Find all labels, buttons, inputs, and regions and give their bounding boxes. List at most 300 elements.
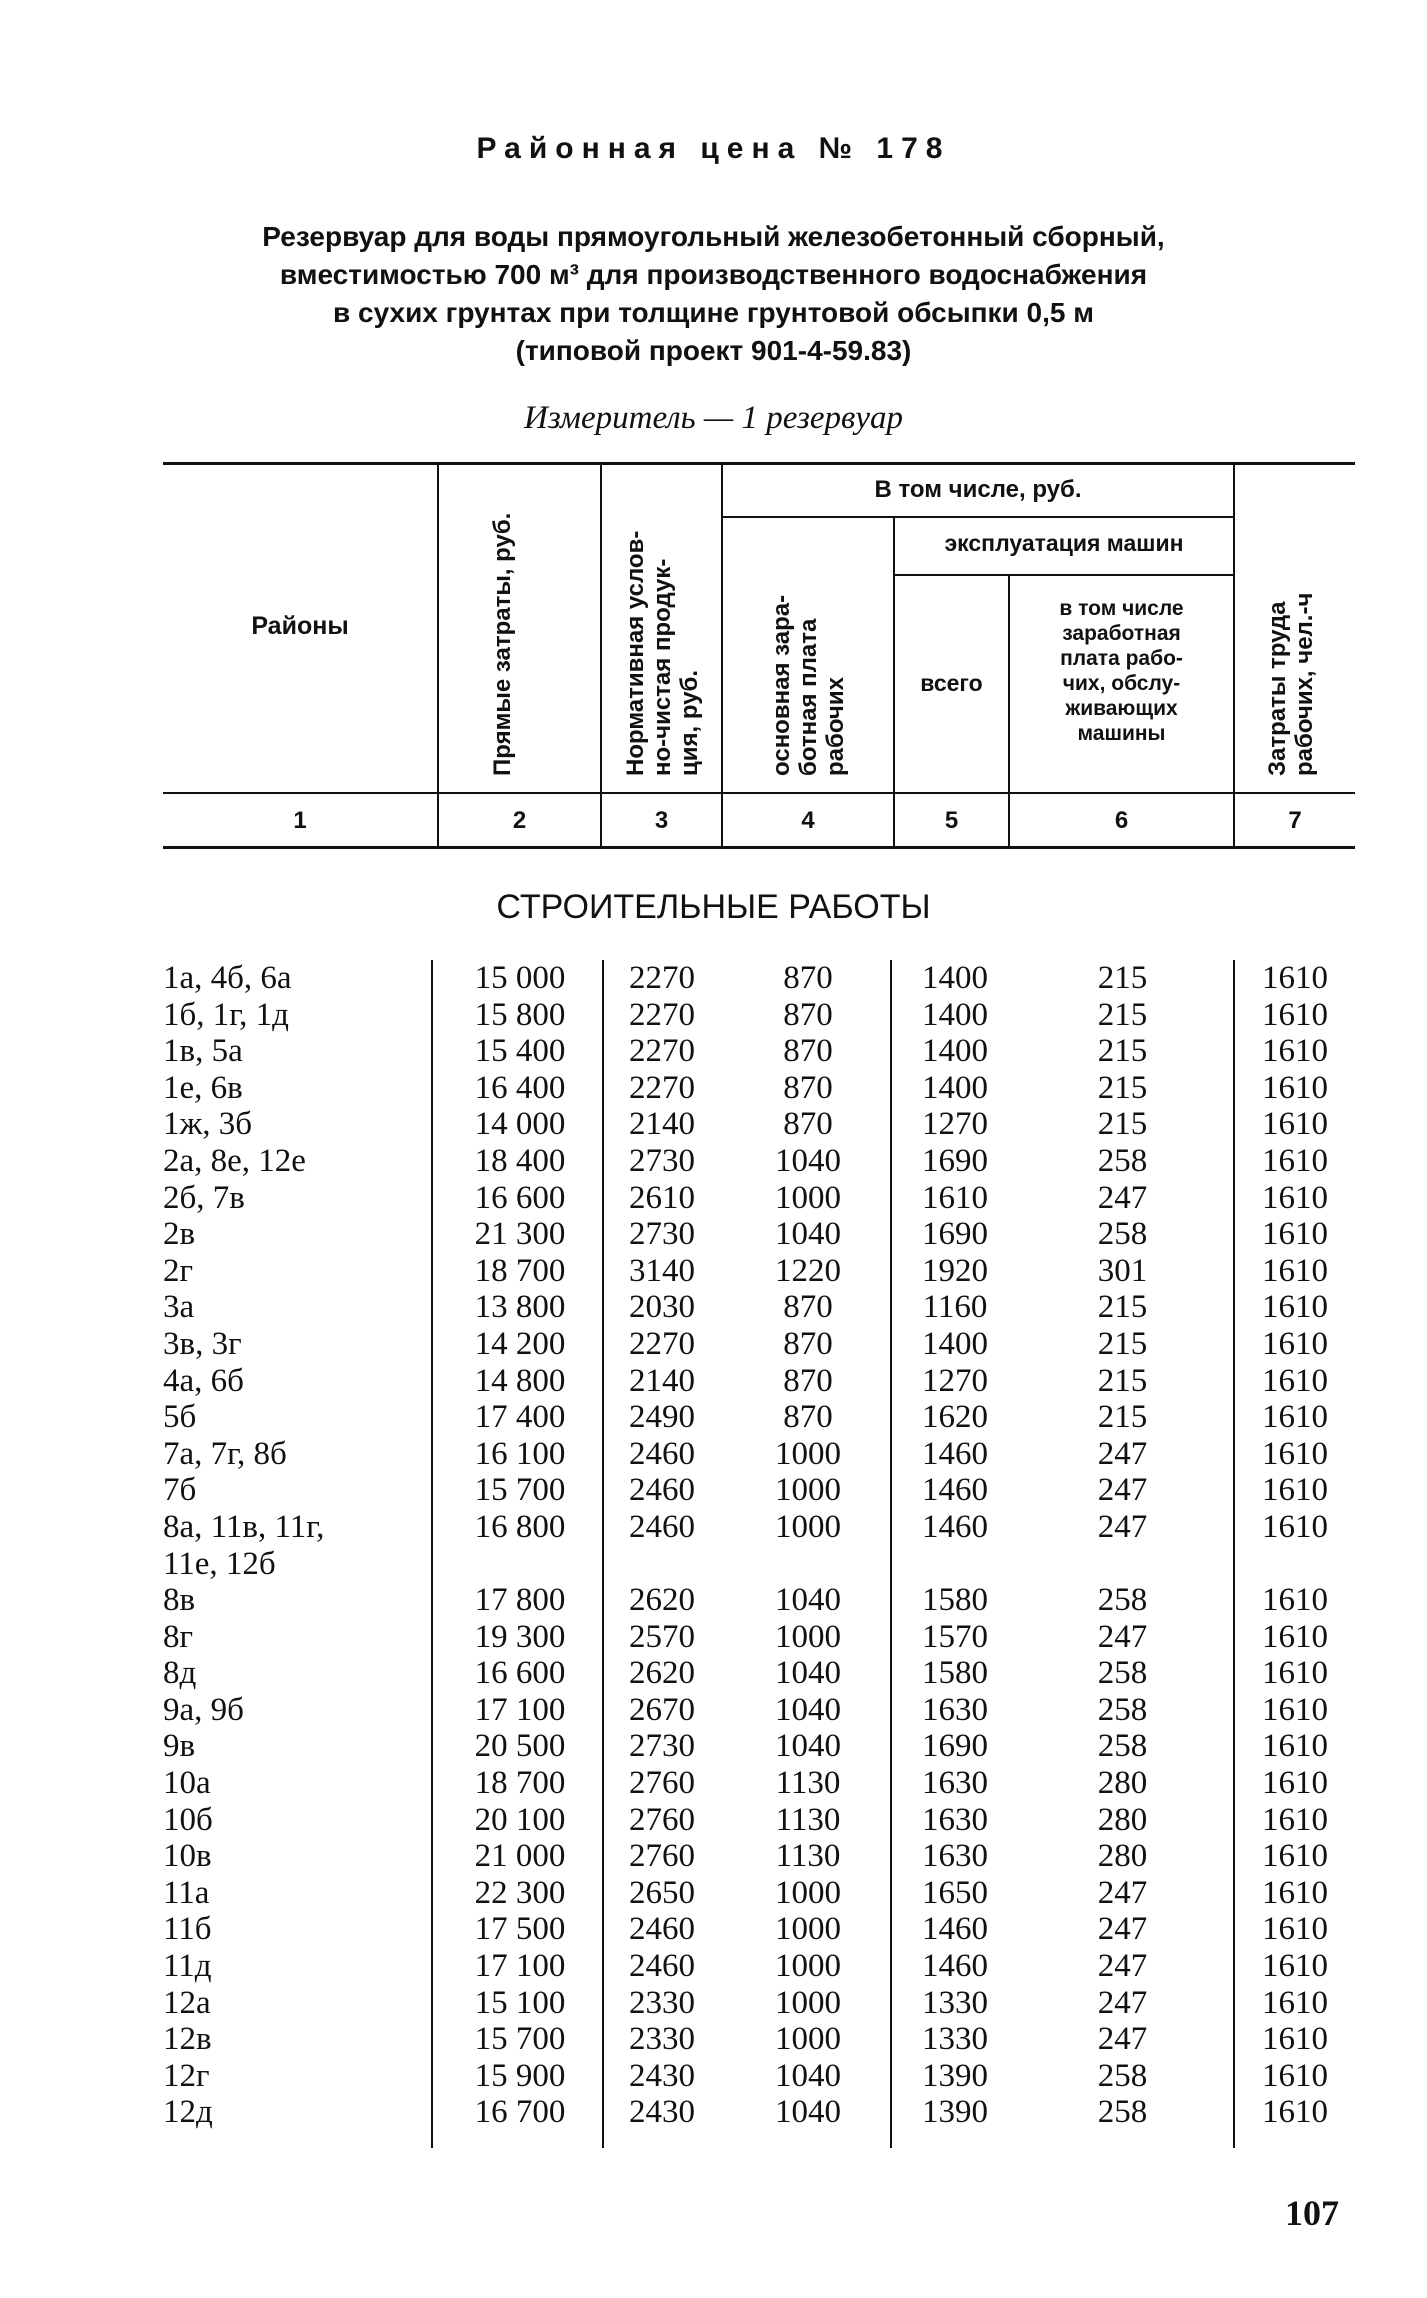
cell-machine-wages: 215 [1097,1362,1148,1399]
table-row [0,1326,1427,1363]
table-row [0,1765,1427,1802]
cell-nucp: 2270 [629,1033,695,1070]
cell-machine-wages: 247 [1097,2021,1148,2058]
cell-machines-total: 1580 [922,1582,988,1619]
cell-machines-total: 1460 [922,1911,988,1948]
cell-direct-costs: 15 900 [474,2057,566,2094]
cell-wages: 1130 [775,1801,841,1838]
cell-machine-wages: 247 [1097,1984,1148,2021]
cell-direct-costs: 15 700 [474,2021,566,2058]
column-number: 4 [801,807,815,834]
cell-nucp: 2270 [629,1325,695,1362]
header-nucp-line: ция, руб. [676,669,703,776]
cell-region-line: 7б [163,1472,197,1509]
cell-machines-total: 1630 [922,1838,988,1875]
cell-direct-costs: 15 800 [474,996,566,1033]
header-wages [768,595,849,776]
cell-labor: 1610 [1262,1435,1328,1472]
cell-nucp: 2330 [629,2021,695,2058]
cell-wages: 1040 [775,2057,841,2094]
cell-machine-wages: 301 [1097,1252,1148,1289]
cell-nucp: 2760 [629,1801,695,1838]
cell-nucp: 2430 [629,2057,695,2094]
cell-nucp: 2140 [629,1106,695,1143]
cell-wages: 1040 [775,1216,841,1253]
cell-direct-costs: 21 000 [474,1838,566,1875]
cell-labor: 1610 [1262,2057,1328,2094]
cell-region-line: 12в [163,2021,212,2058]
table-row [0,960,1427,997]
cell-direct-costs: 20 500 [474,1728,566,1765]
cell-direct-costs: 15 100 [474,1984,566,2021]
cell-machine-wages: 215 [1097,996,1148,1033]
cell-region-line: 12г [163,2057,210,2094]
column-number: 3 [654,807,669,834]
table-top-rule [163,462,1355,465]
header-wages-line: рабочих [822,677,849,776]
cell-machine-wages: 258 [1097,2057,1148,2094]
cell-region-line: 2а, 8е, 12е [163,1142,306,1179]
cell-labor: 1610 [1262,1106,1328,1143]
cell-nucp: 2620 [629,1582,695,1619]
cell-region-line: 9а, 9б [163,1691,244,1728]
cell-machines-total: 1400 [922,1069,988,1106]
cell-nucp: 2270 [629,960,695,996]
cell-direct-costs: 18 700 [474,1765,566,1802]
cell-machines-total: 1620 [922,1399,988,1436]
cell-machines-total: 1580 [922,1655,988,1692]
cell-machines-total: 1690 [922,1728,988,1765]
table-row [0,1838,1427,1875]
cell-wages: 870 [783,1106,833,1143]
measure-unit: Измеритель — 1 резервуар [524,400,903,436]
cell-machine-wages: 280 [1097,1765,1148,1802]
cell-nucp: 2490 [629,1399,695,1436]
cell-labor: 1610 [1262,1216,1328,1253]
cell-wages: 1000 [775,1508,841,1545]
cell-wages: 870 [783,960,833,996]
cell-machine-wages: 215 [1097,1325,1148,1362]
cell-wages: 870 [783,1399,833,1436]
table-row [0,1216,1427,1253]
col-divider [1233,465,1235,846]
table-row [0,1363,1427,1400]
cell-region [163,1619,423,1656]
cell-machines-total: 1460 [922,1508,988,1545]
cell-region-line: 8д [163,1655,197,1692]
cell-labor: 1610 [1262,1362,1328,1399]
cell-machines-total: 1330 [922,1984,988,2021]
cell-region-line: 2в [163,1216,196,1253]
cell-direct-costs: 17 800 [474,1582,566,1619]
cell-wages: 870 [783,1362,833,1399]
cell-wages: 1040 [775,1142,841,1179]
cell-region [163,1875,423,1912]
cell-direct-costs: 19 300 [474,1618,566,1655]
cell-machine-wages: 258 [1097,1691,1148,1728]
cell-direct-costs: 16 600 [474,1179,566,1216]
column-number: 6 [1114,807,1129,834]
cell-direct-costs: 20 100 [474,1801,566,1838]
cell-region [163,1399,423,1436]
cell-machines-total: 1650 [922,1874,988,1911]
cell-machine-wages: 258 [1097,1582,1148,1619]
cell-machine-wages: 247 [1097,1435,1148,1472]
cell-region-line: 10а [163,1765,211,1802]
cell-region-line: 9в [163,1728,196,1765]
cell-direct-costs: 21 300 [474,1216,566,1253]
table-row [0,1655,1427,1692]
cell-machines-total: 1690 [922,1142,988,1179]
header-direct-costs: Прямые затраты, руб. [489,512,516,776]
header-group: В том числе, руб. [874,476,1082,503]
cell-nucp: 2570 [629,1618,695,1655]
cell-region [163,1948,423,1985]
cell-machines-total: 1920 [922,1252,988,1289]
cell-machine-wages: 215 [1097,960,1148,996]
table-row [0,1802,1427,1839]
cell-labor: 1610 [1262,1508,1328,1545]
cell-machine-wages: 215 [1097,1033,1148,1070]
cell-wages: 1130 [775,1765,841,1802]
header-machine-wages-line: чих, обслу- [1062,672,1181,695]
table-row [0,1070,1427,1107]
column-number: 2 [512,807,527,834]
cell-machines-total: 1690 [922,1216,988,1253]
cell-machine-wages: 247 [1097,1618,1148,1655]
cell-machine-wages: 247 [1097,1948,1148,1985]
cell-region-line: 8г [163,1618,194,1655]
cell-region-line: 11д [163,1948,212,1985]
cell-region-line: 4а, 6б [163,1362,244,1399]
header-machine-wages-line: живающих [1065,697,1178,720]
header-machines: эксплуатация машин [944,530,1184,556]
cell-machine-wages: 258 [1097,1216,1148,1253]
cell-region [163,2094,423,2131]
cell-wages: 1000 [775,1984,841,2021]
table-row [0,2094,1427,2131]
cell-wages: 1000 [775,2021,841,2058]
subtitle-line: в сухих грунтах при толщине грунтовой обсыпки 0,5 м [333,297,1094,328]
cell-region [163,2058,423,2095]
cell-machines-total: 1610 [922,1179,988,1216]
cell-region-line: 10б [163,1801,213,1838]
cell-region [163,997,423,1034]
cell-labor: 1610 [1262,1618,1328,1655]
cell-nucp: 2460 [629,1435,695,1472]
cell-nucp: 2330 [629,1984,695,2021]
cell-region [163,1289,423,1326]
cell-nucp: 2760 [629,1765,695,1802]
cell-machine-wages: 215 [1097,1289,1148,1326]
cell-labor: 1610 [1262,1582,1328,1619]
cell-machines-total: 1460 [922,1435,988,1472]
table-row [0,1692,1427,1729]
table-row [0,1728,1427,1765]
table-row [0,2058,1427,2095]
cell-wages: 1040 [775,2094,841,2131]
table-row [0,1619,1427,1656]
cell-region-line: 1в, 5а [163,1033,243,1070]
column-number: 7 [1288,807,1302,834]
cell-region-line: 3в, 3г [163,1325,242,1362]
table-row [0,1399,1427,1436]
data-rows [0,960,1427,2131]
cell-direct-costs: 14 000 [474,1106,566,1143]
cell-labor: 1610 [1262,1765,1328,1802]
header-machine-wages [1010,596,1233,746]
cell-nucp: 2460 [629,1911,695,1948]
header-machines-total: всего [920,670,983,696]
header-nucp [622,531,703,776]
cell-region [163,1326,423,1363]
header-wages-line: ботная плата [795,618,822,776]
cell-direct-costs: 15 000 [474,960,566,996]
cell-nucp: 2650 [629,1874,695,1911]
cell-region-line: 2б, 7в [163,1179,245,1216]
table-row [0,997,1427,1034]
cell-wages: 1040 [775,1691,841,1728]
cell-nucp: 2730 [629,1216,695,1253]
cell-region [163,1216,423,1253]
col-divider [600,465,602,846]
cell-direct-costs: 14 200 [474,1325,566,1362]
column-number: 5 [944,807,959,834]
cell-direct-costs: 16 100 [474,1435,566,1472]
cell-labor: 1610 [1262,1142,1328,1179]
cell-wages: 870 [783,1289,833,1326]
cell-wages: 1040 [775,1582,841,1619]
cell-machine-wages: 258 [1097,1655,1148,1692]
cell-machines-total: 1400 [922,1033,988,1070]
cell-region-line: 2г [163,1252,194,1289]
cell-nucp: 2670 [629,1691,695,1728]
cell-machines-total: 1630 [922,1801,988,1838]
subtitle-line: (типовой проект 901-4-59.83) [515,335,912,366]
cell-labor: 1610 [1262,1289,1328,1326]
header-bottom-rule [163,792,1355,794]
table-row [0,1472,1427,1509]
cell-machines-total: 1270 [922,1362,988,1399]
header-wages-line: основная зара- [768,594,795,776]
cell-nucp: 2460 [629,1948,695,1985]
cell-labor: 1610 [1262,1948,1328,1985]
cell-labor: 1610 [1262,1655,1328,1692]
header-machine-wages-line: в том числе [1059,597,1184,620]
cell-region-line: 11б [163,1911,212,1948]
cell-region-line: 3а [163,1289,195,1326]
cell-labor: 1610 [1262,1033,1328,1070]
cell-machines-total: 1630 [922,1691,988,1728]
cell-region [163,1655,423,1692]
cell-labor: 1610 [1262,1472,1328,1509]
cell-wages: 1000 [775,1874,841,1911]
cell-wages: 1000 [775,1179,841,1216]
table-row [0,1436,1427,1473]
cell-labor: 1610 [1262,1179,1328,1216]
cell-labor: 1610 [1262,1069,1328,1106]
cell-machines-total: 1390 [922,2094,988,2131]
cell-machines-total: 1570 [922,1618,988,1655]
cell-machines-total: 1270 [922,1106,988,1143]
machines-header-rule [895,574,1233,576]
cell-labor: 1610 [1262,1911,1328,1948]
cell-machine-wages: 247 [1097,1179,1148,1216]
header-machine-wages-line: машины [1077,722,1166,745]
cell-region-line: 1а, 4б, 6а [163,960,292,996]
cell-region [163,1509,423,1582]
cell-nucp: 3140 [629,1252,695,1289]
cell-wages: 1220 [775,1252,841,1289]
table-row [0,1985,1427,2022]
cell-region [163,960,423,997]
cell-region [163,1802,423,1839]
cell-region [163,2021,423,2058]
cell-machines-total: 1400 [922,1325,988,1362]
group-header-rule [723,516,1233,518]
cell-labor: 1610 [1262,1399,1328,1436]
cell-region [163,1728,423,1765]
cell-region-line: 1б, 1г, 1д [163,996,289,1033]
cell-labor: 1610 [1262,996,1328,1033]
cell-nucp: 2460 [629,1472,695,1509]
cell-machine-wages: 215 [1097,1399,1148,1436]
cell-region [163,1838,423,1875]
cell-nucp: 2460 [629,1508,695,1545]
cell-region [163,1106,423,1143]
cell-machines-total: 1160 [922,1289,988,1326]
cell-machine-wages: 215 [1097,1069,1148,1106]
cell-direct-costs: 22 300 [474,1874,566,1911]
cell-machine-wages: 258 [1097,1142,1148,1179]
cell-direct-costs: 17 100 [474,1691,566,1728]
cell-region [163,1070,423,1107]
header-machine-wages-line: заработная [1062,622,1181,645]
cell-machine-wages: 280 [1097,1838,1148,1875]
cell-region [163,1582,423,1619]
cell-direct-costs: 18 700 [474,1252,566,1289]
cell-wages: 1040 [775,1655,841,1692]
cell-labor: 1610 [1262,1801,1328,1838]
cell-direct-costs: 15 400 [474,1033,566,1070]
cell-labor: 1610 [1262,1838,1328,1875]
cell-wages: 1000 [775,1472,841,1509]
cell-machines-total: 1400 [922,960,988,996]
cell-machine-wages: 247 [1097,1508,1148,1545]
cell-region-line: 12д [163,2094,213,2131]
table-row [0,1143,1427,1180]
cell-wages: 870 [783,996,833,1033]
cell-region-line: 7а, 7г, 8б [163,1435,287,1472]
table-row [0,1253,1427,1290]
table-row [0,1033,1427,1070]
cell-region-line: 12а [163,1984,211,2021]
cell-direct-costs: 14 800 [474,1362,566,1399]
cell-region [163,1911,423,1948]
cell-direct-costs: 16 400 [474,1069,566,1106]
cell-region-line: 10в [163,1838,212,1875]
cell-direct-costs: 15 700 [474,1472,566,1509]
cell-machine-wages: 247 [1097,1874,1148,1911]
cell-labor: 1610 [1262,2021,1328,2058]
table-row [0,1106,1427,1143]
table-subtitle [150,218,1277,370]
cell-wages: 1000 [775,1435,841,1472]
table-row [0,1582,1427,1619]
table-row [0,1948,1427,1985]
table-row [0,2021,1427,2058]
cell-machine-wages: 215 [1097,1106,1148,1143]
cell-wages: 870 [783,1033,833,1070]
cell-direct-costs: 17 500 [474,1911,566,1948]
cell-region-line: 11е, 12б [163,1545,276,1582]
header-labor [1264,593,1318,776]
cell-machines-total: 1390 [922,2057,988,2094]
cell-wages: 870 [783,1325,833,1362]
header-nucp-line: но-чистая продук- [649,558,676,776]
cell-nucp: 2730 [629,1142,695,1179]
cell-region [163,1180,423,1217]
cell-wages: 1000 [775,1948,841,1985]
cell-machines-total: 1400 [922,996,988,1033]
cell-region [163,1765,423,1802]
cell-region-line: 5б [163,1399,197,1436]
cell-wages: 1000 [775,1618,841,1655]
cell-direct-costs: 16 800 [474,1508,566,1545]
page-title: Районная цена № 178 [476,132,951,165]
cell-labor: 1610 [1262,960,1328,996]
cell-region-line: 11а [163,1874,210,1911]
cell-labor: 1610 [1262,1874,1328,1911]
numbers-bottom-rule [163,846,1355,849]
table-row [0,1289,1427,1326]
cell-direct-costs: 16 600 [474,1655,566,1692]
cell-direct-costs: 17 400 [474,1399,566,1436]
header-machine-wages-line: плата рабо- [1060,647,1183,670]
cell-direct-costs: 17 100 [474,1948,566,1985]
cell-region [163,1143,423,1180]
page-number: 107 [1285,2193,1339,2233]
cell-labor: 1610 [1262,1252,1328,1289]
cell-nucp: 2760 [629,1838,695,1875]
header-labor-line: рабочих, чел.-ч [1291,592,1318,776]
cell-labor: 1610 [1262,1325,1328,1362]
table-row [0,1911,1427,1948]
cell-region-line: 8в [163,1582,196,1619]
table-row [0,1180,1427,1217]
cell-region [163,1436,423,1473]
cell-region [163,1692,423,1729]
cell-direct-costs: 13 800 [474,1289,566,1326]
cell-region-line: 1ж, 3б [163,1106,253,1143]
cell-nucp: 2430 [629,2094,695,2131]
cell-region [163,1033,423,1070]
cell-nucp: 2730 [629,1728,695,1765]
cell-wages: 1000 [775,1911,841,1948]
cell-machines-total: 1460 [922,1948,988,1985]
cell-region [163,1985,423,2022]
table-row [0,1875,1427,1912]
cell-nucp: 2030 [629,1289,695,1326]
cell-machines-total: 1330 [922,2021,988,2058]
cell-labor: 1610 [1262,1984,1328,2021]
col-divider [437,465,439,846]
col-divider [721,465,723,846]
header-regions: Районы [251,612,349,640]
cell-region [163,1363,423,1400]
cell-nucp: 2610 [629,1179,695,1216]
subtitle-line: Резервуар для воды прямоугольный железобетонный сборный, [262,221,1165,252]
